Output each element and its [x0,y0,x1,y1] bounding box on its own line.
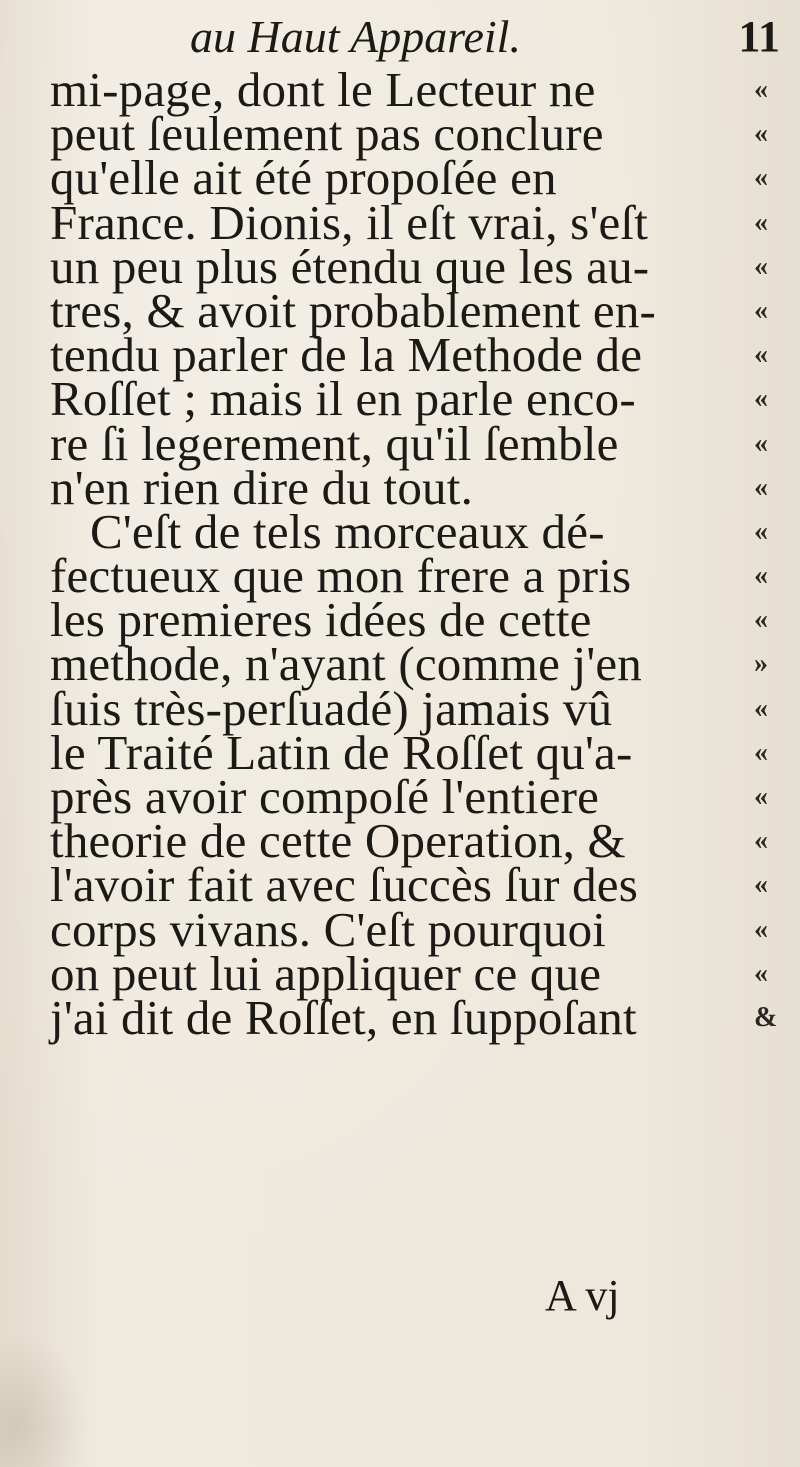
body-text [28,62,778,1045]
line-text: peut ſeulement pas conclure [50,106,604,162]
line-text: les premieres idées de cette [50,592,592,648]
margin-quote-mark: « [754,560,769,592]
margin-ampersand-mark: & [754,1001,778,1033]
line-text: ſuis très-perſuadé) jamais vû [50,680,613,736]
margin-quote-mark: « [754,162,769,194]
line-text: le Traité Latin de Roſſet qu'a- [50,724,633,780]
page-header [190,8,780,66]
line-text: France. Dionis, il eſt vrai, s'eſt [50,194,649,250]
line-text: tres, & avoit probablement en- [50,282,657,338]
line-text: qu'elle ait été propoſée en [50,150,557,206]
margin-quote-mark: « [754,781,769,812]
margin-quote-mark: « [754,427,769,459]
text-line [28,371,769,427]
line-text: C'eſt de tels morceaux dé- [90,503,605,559]
line-text: n'en rien dire du tout. [50,459,474,515]
margin-quote-mark: « [754,74,769,105]
margin-quote-mark: « [754,736,769,768]
text-line [28,857,769,913]
running-title: au Haut Appareil. [190,11,521,62]
margin-quote-mark: « [754,913,769,945]
margin-quote-mark: « [754,604,769,636]
line-text: j'ai dit de Roſſet, en ſuppoſant [50,989,637,1045]
line-text: Roſſet ; mais il en parle enco- [50,371,636,427]
text-line [28,989,778,1045]
margin-quote-mark: « [754,383,769,415]
text-line [28,636,769,692]
margin-quote-mark: « [754,825,769,857]
line-text: fectueux que mon frere a pris [50,548,632,604]
line-text: tendu parler de la Methode de [50,327,643,383]
margin-quote-mark: « [754,471,769,503]
margin-quote-mark: « [754,294,769,326]
line-text: on peut lui appliquer ce que [50,945,602,1001]
line-text: mi-page, dont le Lecteur ne [50,62,596,117]
margin-quote-mark: « [754,515,769,547]
margin-quote-mark: « [754,250,769,282]
line-text: près avoir compoſé l'entiere [50,769,600,824]
paper-stain [0,1330,90,1467]
margin-quote-mark: « [754,869,769,901]
margin-quote-mark: « [754,692,769,724]
margin-quote-mark: « [754,206,769,238]
line-text: corps vivans. C'eſt pourquoi [50,901,607,957]
margin-quote-mark: » [754,648,769,680]
line-text: re ſi legerement, qu'il ſemble [50,415,619,471]
line-text: theorie de cette Operation, & [50,813,626,869]
margin-quote-mark: « [754,339,769,371]
catchword: A vj [545,1271,620,1320]
margin-quote-mark: « [754,118,769,150]
line-text: l'avoir fait avec ſuccès ſur des [50,857,638,913]
page-number: 11 [738,12,780,61]
text-line [28,150,769,206]
line-text: un peu plus étendu que les au- [50,238,650,294]
line-text: methode, n'ayant (comme j'en [50,636,642,692]
margin-quote-mark: « [754,957,769,989]
